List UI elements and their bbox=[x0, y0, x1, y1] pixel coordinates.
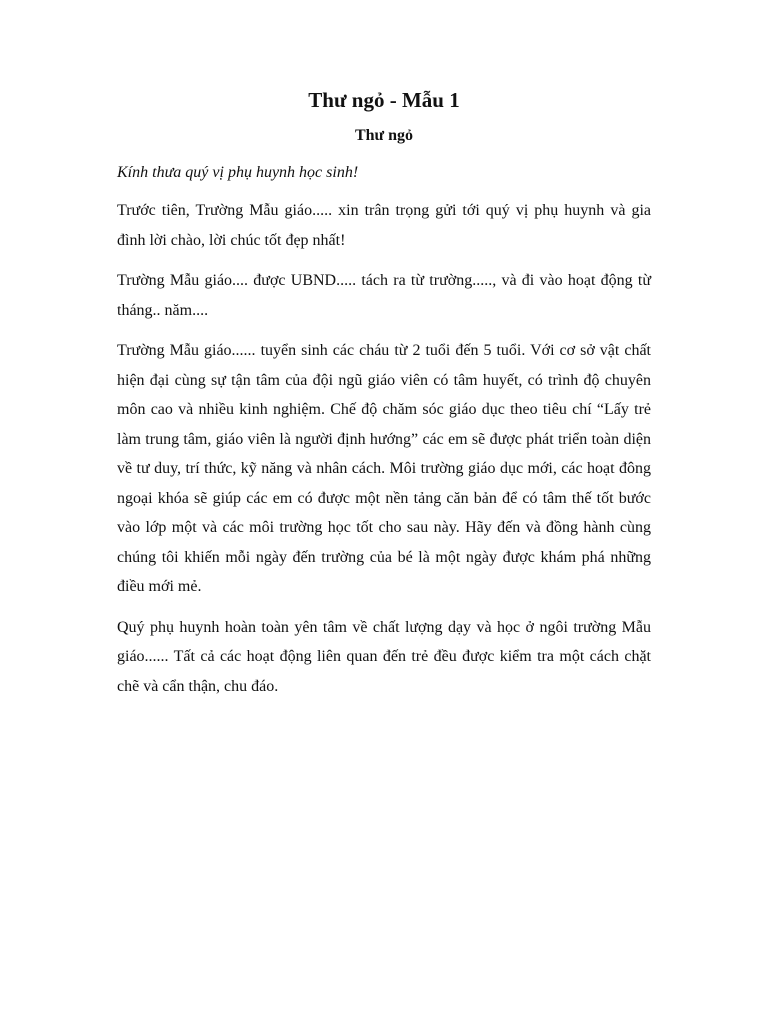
document-page bbox=[117, 84, 651, 701]
paragraph-greeting: Trước tiên, Trường Mẫu giáo..... xin trân trọng gửi tới quý vị phụ huynh và gia đình lời chào, lời chúc tốt đẹp nhất! bbox=[117, 202, 651, 249]
paragraph-assurance: Quý phụ huynh hoàn toàn yên tâm về chất lượng dạy và học ở ngôi trường Mẫu giáo...... Tất cả các hoạt động liên quan đến trẻ đều được kiểm tra một cách chặt chẽ và cẩn thận, chu đáo. bbox=[117, 618, 651, 695]
salutation: Kính thưa quý vị phụ huynh học sinh! bbox=[117, 164, 359, 181]
document-title: Thư ngỏ - Mẫu 1 bbox=[308, 88, 460, 112]
paragraph-enrollment: Trường Mẫu giáo...... tuyển sinh các cháu từ 2 tuổi đến 5 tuổi. Với cơ sở vật chất hiện đại cùng sự tận tâm của đội ngũ giáo viên có tâm huyết, có trình độ chuyên môn cao và nhiều kinh nghiệm. Chế độ chăm sóc giáo dục theo tiêu chí “Lấy trẻ làm trung tâm, giáo viên là người định hướng” các em sẽ được phát triển toàn diện về tư duy, trí thức, kỹ năng và nhân cách. Môi trường giáo dục mới, các hoạt đông ngoại khóa sẽ giúp các em có được một nền tảng căn bản để có tâm thế tốt bước vào lớp một và các môi trường học tốt cho sau này. Hãy đến và đồng hành cùng chúng tôi khiến mỗi ngày đến trường của bé là một ngày được khám phá những điều mới mẻ. bbox=[117, 342, 651, 595]
paragraph-establishment: Trường Mẫu giáo.... được UBND..... tách ra từ trường....., và đi vào hoạt động từ tháng.. năm.... bbox=[117, 272, 651, 319]
document-subtitle: Thư ngỏ bbox=[354, 127, 414, 144]
